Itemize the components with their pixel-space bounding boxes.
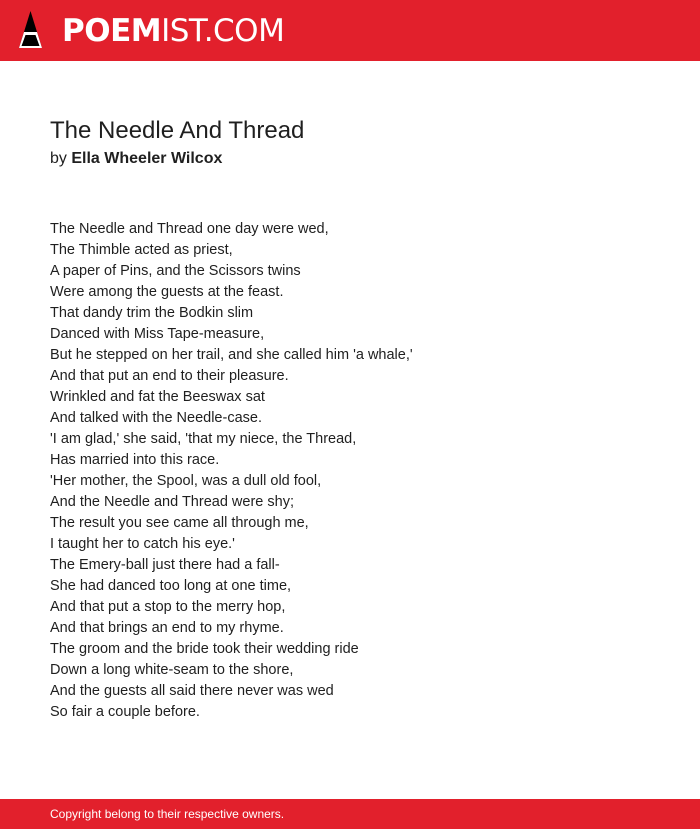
poem-line: But he stepped on her trail, and she called him 'a whale,' — [50, 347, 413, 363]
poem-line: Danced with Miss Tape-measure, — [50, 326, 265, 342]
poem-title: The Needle And Thread — [50, 117, 305, 144]
poem-body — [50, 219, 413, 723]
poem-line: 'I am glad,' she said, 'that my niece, the Thread, — [50, 431, 357, 447]
brand-light-text: IST.COM — [161, 13, 285, 49]
poem-line: And that put a stop to the merry hop, — [50, 599, 286, 615]
poem-line: She had danced too long at one time, — [50, 578, 292, 594]
poem-line: That dandy trim the Bodkin slim — [50, 305, 254, 321]
site-header — [0, 0, 700, 61]
byline — [50, 149, 222, 169]
poem-line: And the guests all said there never was wed — [50, 683, 334, 699]
poem-line: And talked with the Needle-case. — [50, 410, 262, 426]
poem-line: Were among the guests at the feast. — [50, 284, 284, 300]
poem-line: Wrinkled and fat the Beeswax sat — [50, 389, 265, 405]
poem-line: And the Needle and Thread were shy; — [50, 494, 294, 510]
poem-line: The Emery-ball just there had a fall- — [50, 557, 280, 573]
copyright-text: Copyright belong to their respective owners. — [50, 807, 285, 821]
poem-line: The Thimble acted as priest, — [50, 242, 233, 258]
poem-line: I taught her to catch his eye.' — [50, 536, 235, 552]
poem-line: Down a long white-seam to the shore, — [50, 662, 294, 678]
poem-line: The groom and the bride took their wedding ride — [50, 641, 359, 657]
poem-line: The Needle and Thread one day were wed, — [50, 221, 329, 237]
site-footer — [0, 799, 700, 829]
site-logo[interactable] — [62, 12, 284, 50]
poem-line: And that brings an end to my rhyme. — [50, 620, 284, 636]
poem-line: 'Her mother, the Spool, was a dull old fool, — [50, 473, 322, 489]
author-name[interactable]: Ella Wheeler Wilcox — [71, 150, 223, 167]
by-label: by — [50, 150, 67, 167]
poem-line: Has married into this race. — [50, 452, 220, 468]
poem-line: So fair a couple before. — [50, 704, 200, 720]
poem-line: A paper of Pins, and the Scissors twins — [50, 263, 301, 279]
poem-line: The result you see came all through me, — [50, 515, 309, 531]
poem-line: And that put an end to their pleasure. — [50, 368, 289, 384]
brand-bold-text: POEM — [62, 13, 162, 49]
pencil-tip-icon — [19, 11, 42, 51]
